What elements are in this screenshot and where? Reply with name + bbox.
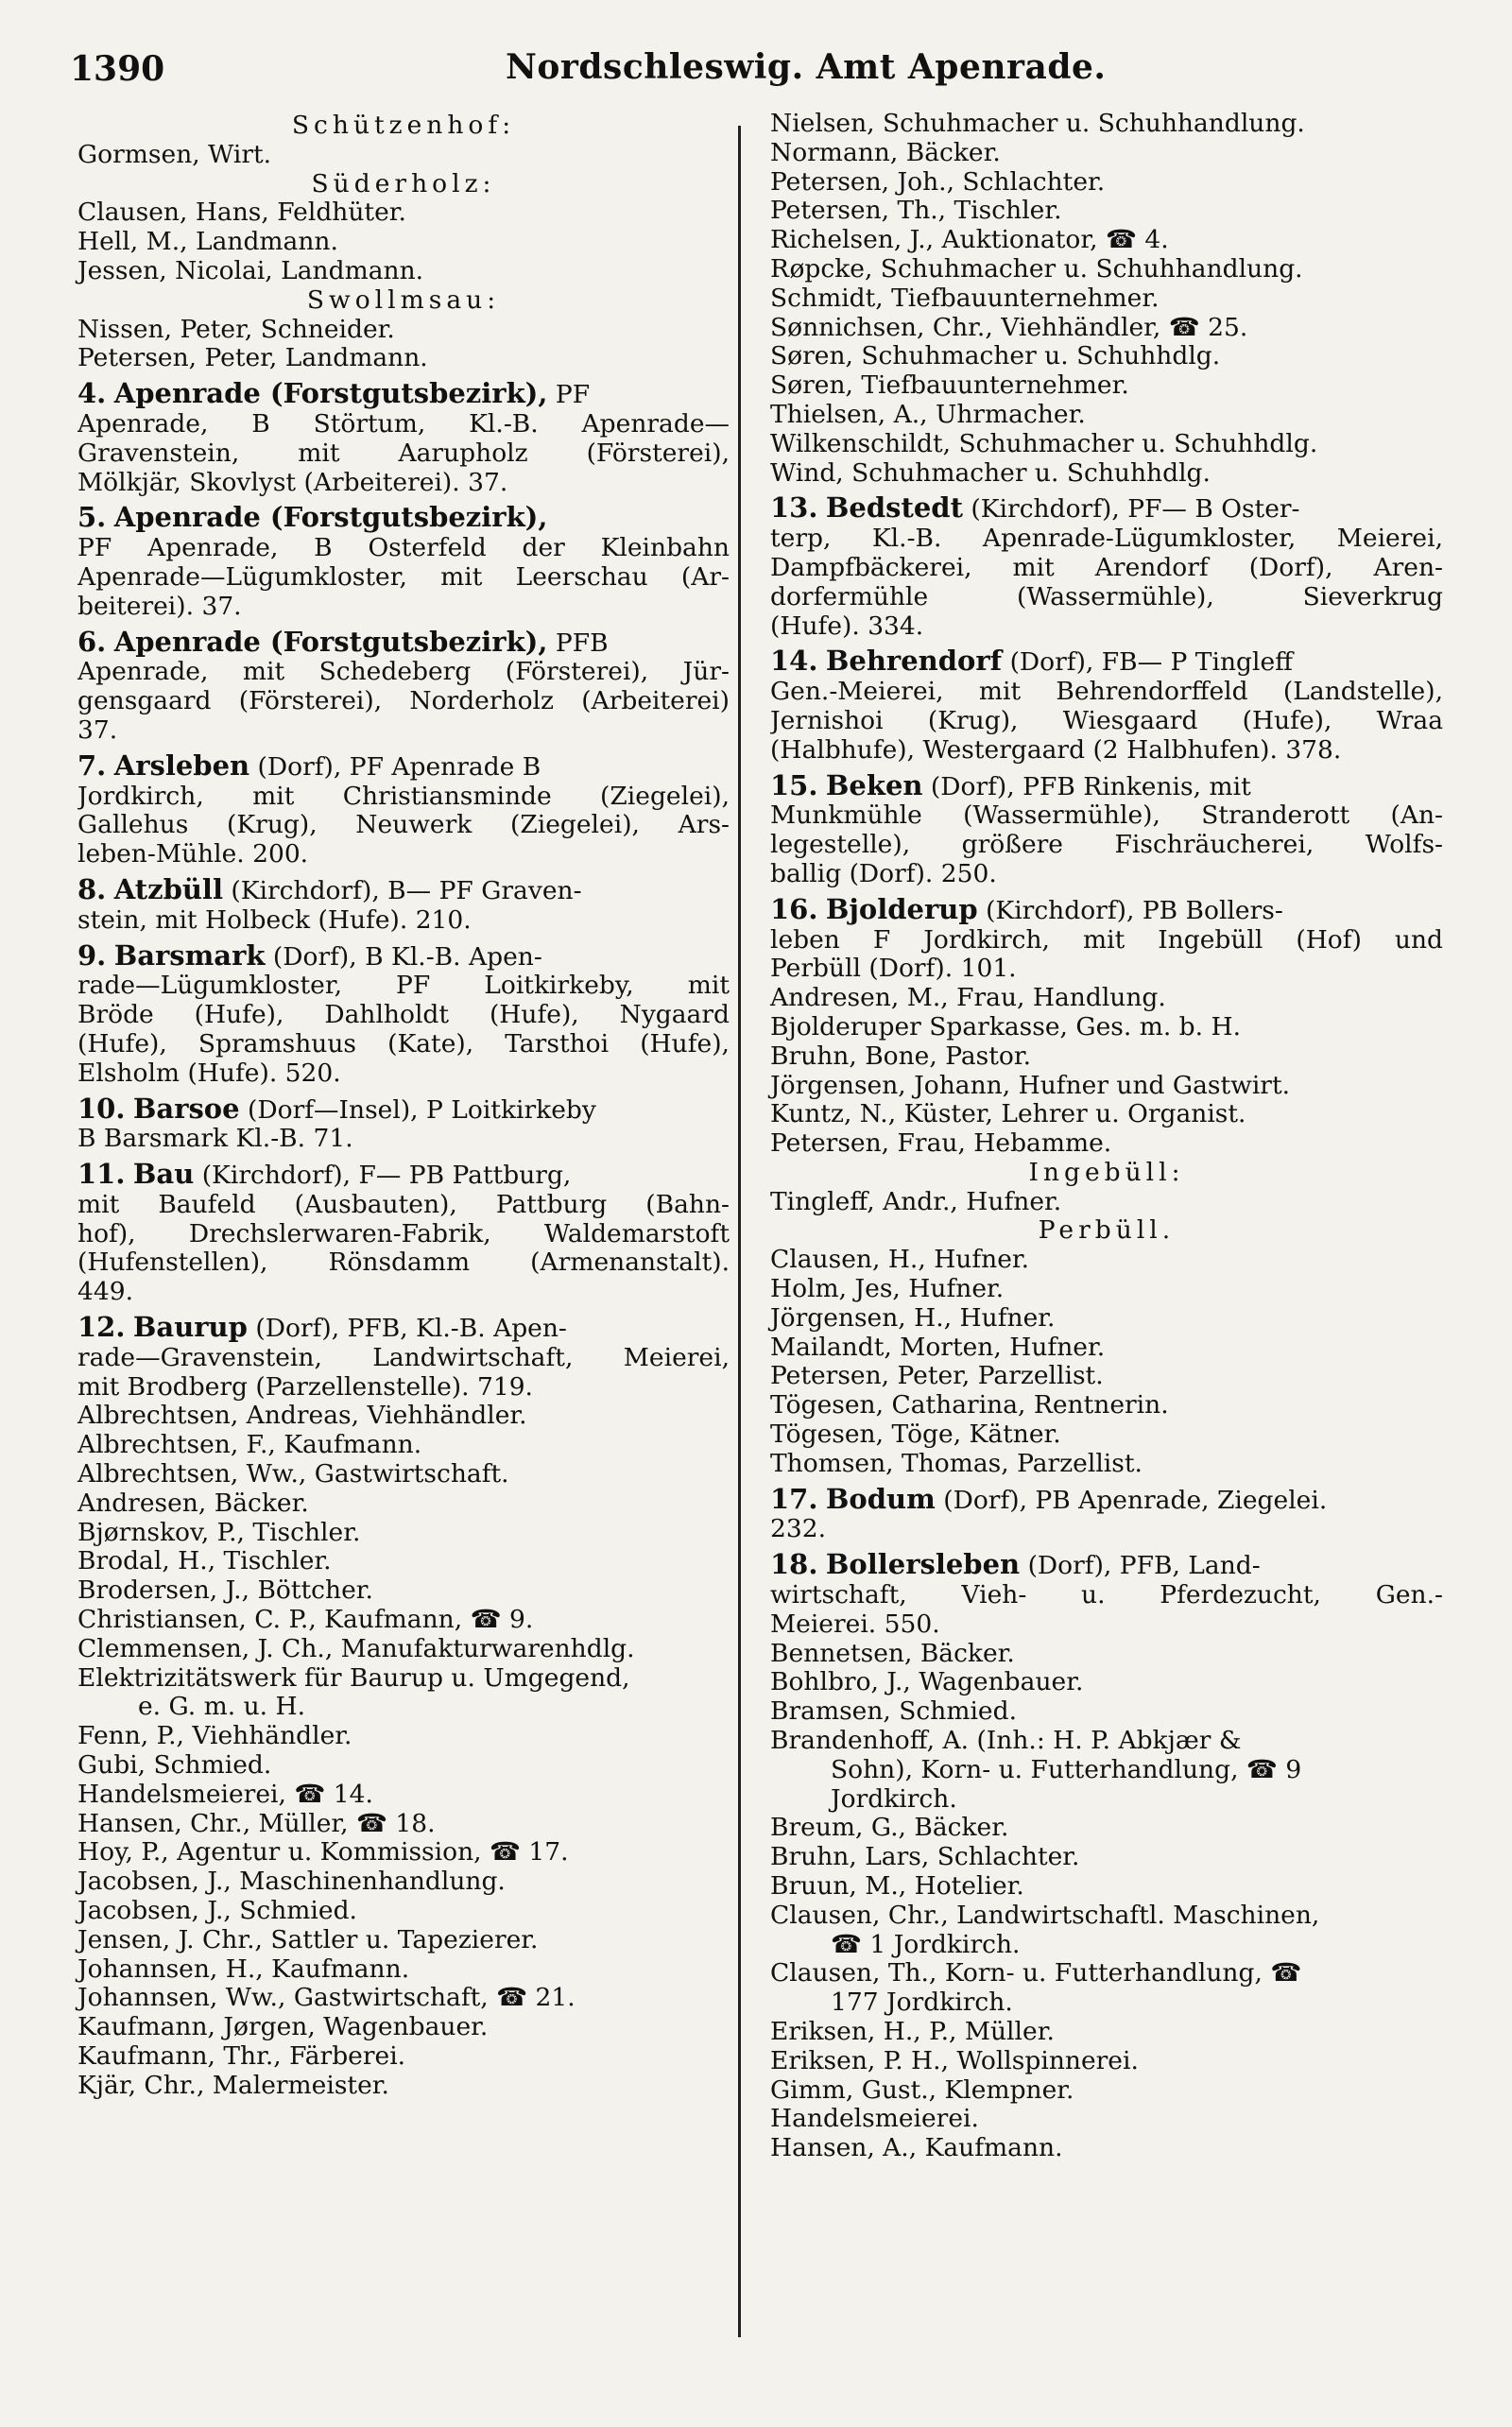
resident-line: Hansen, Chr., Müller, ☎ 18. bbox=[77, 1808, 436, 1838]
resident-list bbox=[77, 1402, 730, 2100]
place-name: Beken bbox=[825, 768, 923, 801]
place-entry bbox=[770, 488, 1443, 641]
entry-text: Apenrade, B Störtum, Kl.-B. Apenrade— bbox=[77, 409, 730, 439]
entry-text: Gravenstein, mit Aarupholz (Försterei), bbox=[77, 439, 730, 468]
resident-line: Albrechtsen, Ww., Gastwirtschaft. bbox=[77, 1459, 509, 1489]
place-entry bbox=[77, 746, 730, 869]
entry-text: (Dorf), PFB, Land- bbox=[1027, 1551, 1261, 1581]
resident-line: Jörgensen, H., Hufner. bbox=[770, 1302, 1056, 1333]
resident-line: Bjolderuper Sparkasse, Ges. m. b. H. bbox=[770, 1011, 1242, 1041]
resident-line: Hell, M., Landmann. bbox=[77, 227, 338, 257]
place-name: Bedstedt bbox=[825, 491, 963, 525]
entry-text: B Barsmark Kl.-B. 71. bbox=[77, 1124, 353, 1154]
place-entry bbox=[770, 1544, 1443, 1639]
entry-number: 18. bbox=[770, 1548, 818, 1581]
place-name: Arsleben bbox=[113, 749, 250, 782]
resident-line: Mailandt, Morten, Hufner. bbox=[770, 1332, 1106, 1362]
place-name: Apenrade (Forstgutsbezirk), bbox=[113, 625, 548, 658]
resident-line: Jacobsen, J., Maschinenhandlung. bbox=[77, 1867, 506, 1897]
resident-line: Holm, Jes, Hufner. bbox=[770, 1274, 1005, 1304]
entry-number: 6. bbox=[77, 625, 107, 658]
entry-text: PF bbox=[555, 380, 591, 410]
resident-line: Jörgensen, Johann, Hufner und Gastwirt. bbox=[770, 1070, 1291, 1100]
resident-line: Brodersen, J., Böttcher. bbox=[77, 1575, 373, 1606]
resident-line: Wind, Schuhmacher u. Schuhhdlg. bbox=[770, 457, 1211, 488]
resident-line: Gormsen, Wirt. bbox=[77, 139, 272, 169]
resident-line: Johannsen, H., Kaufmann. bbox=[77, 1954, 410, 1984]
resident-line: Handelsmeierei, ☎ 14. bbox=[77, 1779, 373, 1809]
resident-line: Richelsen, J., Auktionator, ☎ 4. bbox=[770, 225, 1169, 255]
entry-text: wirtschaft, Vieh- u. Pferdezucht, Gen.- bbox=[770, 1581, 1443, 1610]
entry-number: 10. bbox=[77, 1092, 126, 1125]
resident-line: Jessen, Nicolai, Landmann. bbox=[77, 255, 424, 285]
entry-text: (Dorf—Insel), P Loitkirkeby bbox=[248, 1094, 596, 1125]
entry-text: Gallehus (Krug), Neuwerk (Ziegelei), Ars- bbox=[77, 811, 730, 840]
section-heading: Schützenhof: bbox=[291, 111, 516, 140]
resident-line: Sønnichsen, Chr., Viehhändler, ☎ 25. bbox=[770, 312, 1248, 342]
entry-text: (Kirchdorf), PB Bollers- bbox=[986, 895, 1283, 925]
resident-line: Kaufmann, Thr., Färberei. bbox=[77, 2041, 406, 2071]
resident-line: e. G. m. u. H. bbox=[138, 1692, 306, 1722]
resident-line: Andresen, Bäcker. bbox=[77, 1488, 309, 1518]
resident-line: Søren, Tiefbauunternehmer. bbox=[770, 370, 1129, 401]
entry-number: 17. bbox=[770, 1482, 818, 1515]
resident-line: Bohlbro, J., Wagenbauer. bbox=[770, 1667, 1084, 1697]
entry-text: Bröde (Hufe), Dahlholdt (Hufe), Nygaard bbox=[77, 1001, 730, 1030]
entry-number: 11. bbox=[77, 1158, 126, 1191]
section-heading: Swollmsau: bbox=[306, 284, 501, 315]
entry-text: Perbüll (Dorf). 101. bbox=[770, 954, 1017, 984]
resident-line: Petersen, Peter, Parzellist. bbox=[770, 1361, 1104, 1391]
resident-line: Hoy, P., Agentur u. Kommission, ☎ 17. bbox=[77, 1837, 569, 1868]
place-entry bbox=[77, 869, 730, 936]
resident-line: Petersen, Joh., Schlachter. bbox=[770, 166, 1106, 197]
place-entry bbox=[77, 622, 730, 746]
resident-line: Andresen, M., Frau, Handlung. bbox=[770, 983, 1166, 1013]
entry-text: mit Brodberg (Parzellenstelle). 719. bbox=[77, 1371, 533, 1402]
resident-line: Petersen, Frau, Hebamme. bbox=[770, 1128, 1112, 1159]
entry-text: Meierei. 550. bbox=[770, 1609, 940, 1639]
place-name: Bau bbox=[132, 1158, 195, 1191]
left-column bbox=[77, 112, 730, 2101]
entry-text: mit Baufeld (Ausbauten), Pattburg (Bahn- bbox=[77, 1190, 730, 1219]
entry-text: Munkmühle (Wassermühle), Stranderott (An- bbox=[770, 801, 1443, 831]
resident-line: Tögesen, Töge, Kätner. bbox=[770, 1420, 1061, 1450]
entry-text: (Halbhufe), Westergaard (2 Halbhufen). 378. bbox=[770, 734, 1342, 765]
resident-line: Petersen, Peter, Landmann. bbox=[77, 343, 428, 373]
resident-line: Bruun, M., Hotelier. bbox=[770, 1871, 1024, 1902]
entry-number: 4. bbox=[77, 377, 107, 410]
resident-line: Johannsen, Ww., Gastwirtschaft, ☎ 21. bbox=[77, 1983, 576, 2013]
entry-text: (Dorf), PFB Rinkenis, mit bbox=[930, 771, 1251, 801]
resident-line: Gubi, Schmied. bbox=[77, 1750, 272, 1781]
resident-line: Søren, Schuhmacher u. Schuhhdlg. bbox=[770, 341, 1221, 371]
resident-line: Nissen, Peter, Schneider. bbox=[77, 314, 395, 344]
entry-text: stein, mit Holbeck (Hufe). 210. bbox=[77, 904, 472, 935]
resident-line: Sohn), Korn- u. Futterhandlung, ☎ 9 bbox=[831, 1754, 1302, 1784]
entry-text: (Hufe), Spramshuus (Kate), Tarsthoi (Hufe), bbox=[77, 1029, 730, 1059]
resident-line: Thielsen, A., Uhrmacher. bbox=[770, 399, 1086, 429]
column-divider bbox=[738, 126, 741, 2337]
entry-text: 37. bbox=[77, 714, 118, 745]
place-entry bbox=[770, 641, 1443, 765]
entry-text: PFB bbox=[555, 628, 609, 658]
page-title: Nordschleswig. Amt Apenrade. bbox=[506, 47, 1107, 87]
entry-number: 13. bbox=[770, 491, 818, 525]
resident-line: Eriksen, H., P., Müller. bbox=[770, 2017, 1055, 2046]
entry-text: beiterei). 37. bbox=[77, 591, 242, 621]
entry-text: Jernishoi (Krug), Wiesgaard (Hufe), Wraa bbox=[770, 706, 1443, 735]
resident-line: Clausen, H., Hufner. bbox=[770, 1245, 1030, 1275]
resident-line: Schmidt, Tiefbauunternehmer. bbox=[770, 283, 1160, 313]
page-number: 1390 bbox=[70, 49, 165, 89]
place-entry bbox=[77, 1307, 730, 1402]
entry-text: legestelle), größere Fischräucherei, Wolfs- bbox=[770, 831, 1443, 860]
place-name: Bjolderup bbox=[825, 892, 978, 925]
resident-line: ☎ 1 Jordkirch. bbox=[831, 1929, 1021, 1959]
place-entry bbox=[77, 1089, 730, 1155]
resident-line: Kjär, Chr., Malermeister. bbox=[77, 2070, 389, 2100]
entry-number: 16. bbox=[770, 892, 818, 925]
place-entry bbox=[77, 936, 730, 1089]
entry-text: (Dorf), B Kl.-B. Apen- bbox=[272, 941, 542, 972]
entry-text: Mölkjär, Skovlyst (Arbeiterei). 37. bbox=[77, 467, 508, 497]
resident-line: Bjørnskov, P., Tischler. bbox=[77, 1517, 361, 1547]
place-name: Atzbüll bbox=[113, 872, 223, 905]
entry-text: leben F Jordkirch, mit Ingebüll (Hof) und bbox=[770, 925, 1443, 955]
entry-text: hof), Drechslerwaren-Fabrik, Waldemarstoft bbox=[77, 1219, 730, 1248]
resident-line: Bruhn, Bone, Pastor. bbox=[770, 1041, 1032, 1071]
place-name: Apenrade (Forstgutsbezirk), bbox=[113, 501, 548, 534]
resident-line: Clausen, Hans, Feldhüter. bbox=[77, 198, 406, 228]
section-heading: Süderholz: bbox=[311, 168, 496, 198]
entry-number: 9. bbox=[77, 938, 107, 972]
entry-number: 8. bbox=[77, 872, 107, 905]
section-heading: Perbüll. bbox=[1038, 1215, 1176, 1246]
entry-text: (Kirchdorf), F— PB Pattburg, bbox=[201, 1161, 572, 1191]
entry-text: (Dorf), PF Apenrade B bbox=[257, 751, 541, 782]
resident-line: Handelsmeierei. bbox=[770, 2104, 979, 2134]
resident-line: Brandenhoff, A. (Inh.: H. P. Abkjær & bbox=[770, 1726, 1242, 1756]
entry-number: 12. bbox=[77, 1311, 126, 1344]
resident-line: Brodal, H., Tischler. bbox=[77, 1546, 332, 1576]
place-entry bbox=[770, 889, 1443, 984]
place-name: Behrendorf bbox=[825, 645, 1003, 678]
place-entry bbox=[77, 497, 730, 621]
resident-line: Jensen, J. Chr., Sattler u. Tapezierer. bbox=[77, 1924, 539, 1954]
resident-line: Nielsen, Schuhmacher u. Schuhhandlung. bbox=[770, 109, 1305, 138]
entry-text: Jordkirch, mit Christiansminde (Ziegelei), bbox=[77, 782, 730, 811]
resident-line: Røpcke, Schuhmacher u. Schuhhandlung. bbox=[770, 253, 1303, 284]
resident-line: Albrechtsen, F., Kaufmann. bbox=[77, 1430, 422, 1460]
resident-line: Kaufmann, Jørgen, Wagenbauer. bbox=[77, 2012, 489, 2042]
entry-text: terp, Kl.-B. Apenrade-Lügumkloster, Meierei, bbox=[770, 525, 1443, 554]
resident-line: Petersen, Th., Tischler. bbox=[770, 196, 1062, 226]
resident-line: Wilkenschildt, Schuhmacher u. Schuhhdlg. bbox=[770, 428, 1318, 458]
entry-text: (Dorf), PB Apenrade, Ziegelei. bbox=[943, 1485, 1328, 1515]
entry-text: (Dorf), PFB, Kl.-B. Apen- bbox=[255, 1314, 567, 1344]
entry-text: PF Apenrade, B Osterfeld der Kleinbahn bbox=[77, 534, 730, 563]
resident-line: Clausen, Chr., Landwirtschaftl. Maschinen, bbox=[770, 1900, 1320, 1930]
entry-text: 232. bbox=[770, 1514, 827, 1544]
resident-line: Breum, G., Bäcker. bbox=[770, 1813, 1009, 1843]
place-name: Apenrade (Forstgutsbezirk), bbox=[113, 377, 548, 410]
resident-line: Kuntz, N., Küster, Lehrer u. Organist. bbox=[770, 1099, 1246, 1129]
resident-line: Fenn, P., Viehhändler. bbox=[77, 1721, 352, 1751]
place-entry bbox=[77, 373, 730, 497]
place-name: Bollersleben bbox=[825, 1548, 1021, 1581]
resident-line: Christiansen, C. P., Kaufmann, ☎ 9. bbox=[77, 1605, 534, 1635]
entry-number: 15. bbox=[770, 768, 818, 801]
entry-text: Gen.-Meierei, mit Behrendorffeld (Landstelle), bbox=[770, 678, 1443, 707]
resident-line: Tögesen, Catharina, Rentnerin. bbox=[770, 1390, 1169, 1420]
resident-line: Clemmensen, J. Ch., Manufakturwarenhdlg. bbox=[77, 1633, 635, 1663]
resident-line: Clausen, Th., Korn- u. Futterhandlung, ☎ bbox=[770, 1958, 1302, 1988]
place-entry bbox=[770, 766, 1443, 889]
resident-line: Normann, Bäcker. bbox=[770, 137, 1001, 167]
place-name: Baurup bbox=[132, 1311, 248, 1344]
entry-text: (Hufenstellen), Rönsdamm (Armenanstalt). bbox=[77, 1248, 730, 1278]
entry-text: gensgaard (Försterei), Norderholz (Arbeiterei) bbox=[77, 687, 730, 716]
entry-text: ballig (Dorf). 250. bbox=[770, 858, 997, 888]
entry-text: Dampfbäckerei, mit Arendorf (Dorf), Aren- bbox=[770, 553, 1443, 582]
resident-line: Bruhn, Lars, Schlachter. bbox=[770, 1842, 1080, 1872]
resident-line: 177 Jordkirch. bbox=[831, 1988, 1013, 2018]
resident-line: Eriksen, P. H., Wollspinnerei. bbox=[770, 2045, 1139, 2075]
resident-line: Tingleff, Andr., Hufner. bbox=[770, 1186, 1062, 1216]
resident-line: Jordkirch. bbox=[831, 1783, 957, 1814]
entry-number: 14. bbox=[770, 645, 818, 678]
entry-text: Apenrade—Lügumkloster, mit Leerschau (Ar- bbox=[77, 562, 730, 592]
place-name: Bodum bbox=[825, 1482, 936, 1515]
entry-text: 449. bbox=[77, 1277, 134, 1307]
entry-text: rade—Gravenstein, Landwirtschaft, Meierei, bbox=[77, 1343, 730, 1372]
resident-line: Bennetsen, Bäcker. bbox=[770, 1638, 1015, 1668]
entry-text: leben-Mühle. 200. bbox=[77, 839, 309, 869]
resident-line: Bramsen, Schmied. bbox=[770, 1696, 1018, 1727]
entry-text: (Kirchdorf), B— PF Graven- bbox=[231, 875, 582, 905]
resident-line: Thomsen, Thomas, Parzellist. bbox=[770, 1448, 1143, 1478]
place-name: Barsoe bbox=[132, 1092, 240, 1125]
entry-text: (Dorf), FB— P Tingleff bbox=[1009, 647, 1293, 678]
place-entry bbox=[77, 1154, 730, 1307]
resident-line: Jacobsen, J., Schmied. bbox=[77, 1896, 357, 1926]
resident-line: Elektrizitätswerk für Baurup u. Umgegend, bbox=[77, 1662, 630, 1693]
resident-line: Albrechtsen, Andreas, Viehhändler. bbox=[77, 1401, 527, 1431]
entry-text: Apenrade, mit Schedeberg (Försterei), Jür- bbox=[77, 658, 730, 687]
entry-number: 7. bbox=[77, 749, 107, 782]
place-name: Barsmark bbox=[113, 938, 266, 972]
entry-text: (Hufe). 334. bbox=[770, 611, 924, 641]
right-column bbox=[770, 110, 1443, 2163]
entry-text: (Kirchdorf), PF— B Oster- bbox=[971, 494, 1300, 525]
entry-text: dorfermühle (Wassermühle), Sieverkrug bbox=[770, 582, 1443, 611]
resident-line: Hansen, A., Kaufmann. bbox=[770, 2133, 1063, 2163]
entry-text: Elsholm (Hufe). 520. bbox=[77, 1058, 341, 1088]
entry-text: rade—Lügumkloster, PF Loitkirkeby, mit bbox=[77, 972, 730, 1001]
resident-line: Gimm, Gust., Klempner. bbox=[770, 2074, 1074, 2105]
section-heading: Ingebüll: bbox=[1028, 1157, 1185, 1187]
place-entry bbox=[770, 1479, 1443, 1545]
entry-number: 5. bbox=[77, 501, 107, 534]
